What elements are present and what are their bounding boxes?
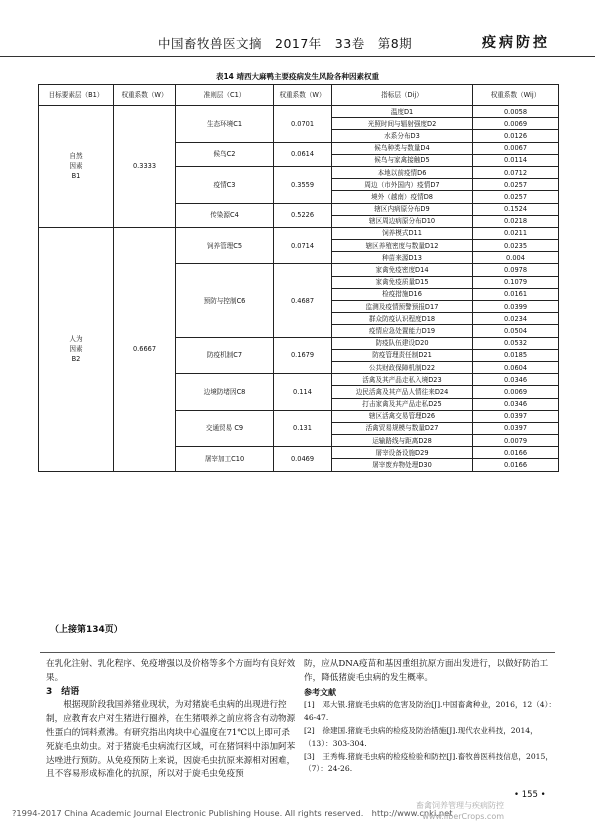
indicator-weight-cell: 0.0166 [473,447,559,459]
indicator-cell: 水系分布D3 [332,130,473,142]
criterion-cell: 传染源C4 [176,203,274,227]
indicator-weight-cell: 0.0114 [473,154,559,166]
indicator-weight-cell: 0.0234 [473,313,559,325]
indicator-cell: 候鸟与家禽接触D5 [332,154,473,166]
indicator-cell: 周边（市外国内）疫情D7 [332,179,473,191]
indicator-weight-cell: 0.0978 [473,264,559,276]
risk-weight-table [38,84,559,472]
criterion-weight-cell: 0.4687 [274,264,332,337]
page-number: • 155 • [514,790,546,800]
indicator-cell: 疫情应急处置能力D19 [332,325,473,337]
table-header-row [39,85,559,106]
target-weight-cell: 0.3333 [114,106,176,228]
indicator-cell: 辖区活禽交易管理D26 [332,410,473,422]
table-row [39,227,559,239]
reference-item: [1] 邓大银.猪旋毛虫病的危害及防治[J].中国畜禽种业，2016，12（4）：46-47. [304,700,557,723]
indicator-cell: 本地以前疫情D6 [332,166,473,178]
criterion-weight-cell: 0.0614 [274,142,332,166]
criterion-weight-cell: 0.131 [274,410,332,447]
table-caption: 表14 靖西大麻鸭主要疫病发生风险各种因素权重 [215,72,380,81]
indicator-cell: 边民活禽及其产品人情往来D24 [332,386,473,398]
header-rule [0,56,595,57]
indicator-weight-cell: 0.0166 [473,459,559,471]
watermark-line: 畜禽饲养管理与疾病防控 [416,801,504,810]
column-header: 权重系数（W） [274,85,332,106]
copyright-footer: ?1994-2017 China Academic Journal Electronic Publishing House. All rights reserved. http://www.cnki.net [12,808,453,818]
indicator-weight-cell: 0.0346 [473,374,559,386]
reference-item: [3] 王秀梅.猪旋毛虫病的检疫检验和防控[J].畜牧兽医科技信息，2015，（7）：24-26. [304,751,553,774]
indicator-weight-cell: 0.1524 [473,203,559,215]
indicator-weight-cell: 0.0504 [473,325,559,337]
indicator-cell: 活禽贸易规模与数量D27 [332,422,473,434]
criterion-weight-cell: 0.1679 [274,337,332,374]
indicator-weight-cell: 0.0257 [473,191,559,203]
indicator-weight-cell: 0.0067 [473,142,559,154]
indicator-weight-cell: 0.0397 [473,422,559,434]
indicator-weight-cell: 0.0126 [473,130,559,142]
criterion-cell: 生态环境C1 [176,106,274,143]
criterion-weight-cell: 0.3559 [274,166,332,203]
paragraph: 根据现阶段我国养猪业现状，为对猪旋毛虫病的出现进行控制，应教育农户对生猪进行圈养，在生猪喂养之前应将含有动物源性蛋白的饲料煮沸。有研究指出肉块中心温度在71℃以上即可杀死旋毛虫幼虫。对于猪旋毛虫病流行区域，可在猪饲料中添加阿苯达唑进行预防。从免疫预防上来说，因旋毛虫抗原来源相对困难，且不容易形成标准化的抗原，所以对于旋毛虫免疫预 [46,700,296,780]
criterion-cell: 边境防堵因C8 [176,374,274,411]
criterion-weight-cell: 0.0701 [274,106,332,143]
indicator-cell: 饲养模式D11 [332,227,473,239]
section-rule [40,652,555,653]
indicator-cell: 屠宰废弃物处理D30 [332,459,473,471]
journal-info: 中国畜牧兽医文摘 2017年 33卷 第8期 [158,36,413,51]
indicator-weight-cell: 0.0712 [473,166,559,178]
indicator-cell: 候鸟种类与数量D4 [332,142,473,154]
indicator-weight-cell: 0.0532 [473,337,559,349]
indicator-cell: 检疫措施D16 [332,288,473,300]
criterion-weight-cell: 0.114 [274,374,332,411]
indicator-weight-cell: 0.0058 [473,106,559,118]
target-weight-cell: 0.6667 [114,227,176,471]
section-title: 疫病防控 [482,35,550,51]
left-column [46,658,298,782]
watermark [416,800,504,822]
criterion-cell: 屠宰加工C10 [176,447,274,471]
indicator-cell: 屠宰设备设施D29 [332,447,473,459]
indicator-weight-cell: 0.0399 [473,301,559,313]
indicator-cell: 光照时间与辐射强度D2 [332,118,473,130]
running-header [0,28,595,52]
right-column [304,658,556,776]
indicator-weight-cell: 0.0211 [473,227,559,239]
watermark-line: www.liberCrops.com [422,812,504,821]
indicator-cell: 打击家禽及其产品走私D25 [332,398,473,410]
column-header: 目标要素层（B1） [39,85,114,106]
indicator-weight-cell: 0.0161 [473,288,559,300]
criterion-cell: 饲养管理C5 [176,227,274,264]
indicator-weight-cell: 0.0185 [473,349,559,361]
indicator-cell: 家禽免疫密度D14 [332,264,473,276]
indicator-weight-cell: 0.0069 [473,118,559,130]
table-body [39,106,559,472]
paragraph: 防，应从DNA疫苗和基因重组抗原方面出发进行，以做好防治工作，降低猪旋毛虫病的发生概率。 [304,659,549,683]
section-heading: 3 结语 [46,686,80,697]
indicator-weight-cell: 0.004 [473,252,559,264]
indicator-cell: 辖区养殖密度与数量D12 [332,240,473,252]
indicator-weight-cell: 0.0604 [473,361,559,373]
indicator-weight-cell: 0.0079 [473,435,559,447]
criterion-cell: 候鸟C2 [176,142,274,166]
reference-item: [2] 徐建国.猪旋毛虫病的检疫及防治措施[J].现代农业科技，2014，（13）：303-304. [304,725,538,748]
indicator-cell: 防疫管理责任制D21 [332,349,473,361]
indicator-cell: 活禽及其产品走私入境D23 [332,374,473,386]
indicator-weight-cell: 0.0235 [473,240,559,252]
criterion-cell: 交通贸易 C9 [176,410,274,447]
column-header: 指标层（Dij） [332,85,473,106]
indicator-cell: 监测及疫情预警预报D17 [332,301,473,313]
indicator-cell: 防疫队伍建设D20 [332,337,473,349]
indicator-cell: 种苗来源D13 [332,252,473,264]
references-heading: 参考文献 [304,687,336,697]
indicator-cell: 境外（越南）疫情D8 [332,191,473,203]
indicator-weight-cell: 0.0397 [473,410,559,422]
indicator-weight-cell: 0.1079 [473,276,559,288]
indicator-cell: 辖区周边病原分布D10 [332,215,473,227]
indicator-cell: 家禽免疫质量D15 [332,276,473,288]
indicator-weight-cell: 0.0346 [473,398,559,410]
criterion-cell: 预防与控制C6 [176,264,274,337]
indicator-weight-cell: 0.0257 [473,179,559,191]
indicator-weight-cell: 0.0069 [473,386,559,398]
column-header: 准则层（C1） [176,85,274,106]
indicator-cell: 温度D1 [332,106,473,118]
indicator-cell: 辖区内病原分布D9 [332,203,473,215]
criterion-weight-cell: 0.0469 [274,447,332,471]
continued-note: （上接第134页） [50,625,123,635]
column-header: 权重系数（W） [114,85,176,106]
criterion-cell: 疫情C3 [176,166,274,203]
column-header: 权重系数（Wij） [473,85,559,106]
target-factor-cell: 自然因素B1 [39,106,114,228]
paragraph: 在乳化注射、乳化程序、免疫增强以及价格等多个方面均有良好效果。 [46,659,296,683]
criterion-cell: 防疫机制C7 [176,337,274,374]
target-factor-cell: 人为因素B2 [39,227,114,471]
indicator-cell: 群众防疫认识程度D18 [332,313,473,325]
table-row [39,106,559,118]
criterion-weight-cell: 0.5226 [274,203,332,227]
indicator-weight-cell: 0.0218 [473,215,559,227]
indicator-cell: 运输路线与距离D28 [332,435,473,447]
indicator-cell: 公共财政保障机制D22 [332,361,473,373]
criterion-weight-cell: 0.0714 [274,227,332,264]
